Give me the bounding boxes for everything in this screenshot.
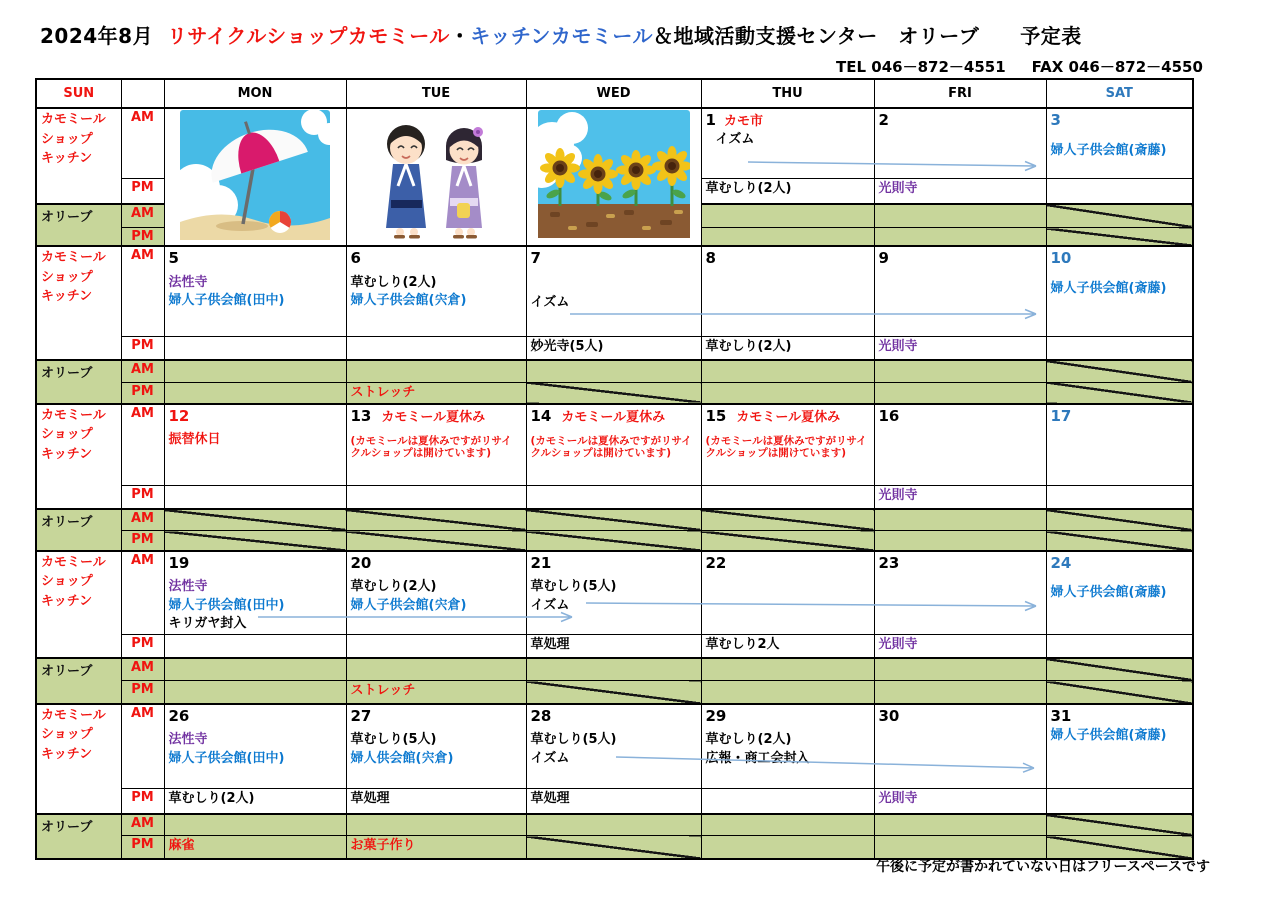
chamomile-label: カモミール ショップ キッチン xyxy=(36,704,121,814)
aug22-am-cell: 22 xyxy=(701,551,874,635)
aug27-pm-cell: 草処理 xyxy=(346,789,526,814)
am-label: AM xyxy=(121,551,164,635)
olive-aug24-am-cell xyxy=(1046,658,1193,681)
aug9-pm-cell: 光則寺 xyxy=(874,336,1046,360)
aug13-am-cell: 13 カモミール夏休み (カモミールは夏休みですがリサイクルショップは開けています) xyxy=(346,404,526,486)
olive-aug12-am-cell xyxy=(164,509,346,531)
aug19-am-cell: 19 法性寺 婦人子供会館(田中) キリガヤ封入 xyxy=(164,551,346,635)
aug23-pm-cell: 光則寺 xyxy=(874,635,1046,658)
sunflowers-icon xyxy=(538,110,690,238)
aug31-pm-cell xyxy=(1046,789,1193,814)
am-label: AM xyxy=(121,509,164,531)
olive-aug8-am-cell xyxy=(701,360,874,382)
week2-chamomile-pm-row xyxy=(36,336,1193,360)
olive-label: オリーブ xyxy=(36,814,121,859)
olive-aug21-am-cell xyxy=(526,658,701,681)
olive-aug13-am-cell xyxy=(346,509,526,531)
aug14-am-cell: 14 カモミール夏休み (カモミールは夏休みですがリサイクルショップは開けています) xyxy=(526,404,701,486)
week3-olive-am-row xyxy=(36,509,1193,531)
olive-aug5-pm-cell xyxy=(164,382,346,404)
aug9-am-cell: 9 xyxy=(874,246,1046,336)
aug23-am-cell: 23 xyxy=(874,551,1046,635)
week2-olive-am-row xyxy=(36,360,1193,382)
olive-aug27-pm-cell: お菓子作り xyxy=(346,836,526,859)
tel-number: TEL 046－872－4551 xyxy=(836,58,1006,76)
title-separator: ・ xyxy=(449,24,471,48)
am-label: AM xyxy=(121,404,164,486)
header-thu: THU xyxy=(701,79,874,108)
olive-aug3-am-cell xyxy=(1046,204,1193,228)
aug28-pm-cell: 草処理 xyxy=(526,789,701,814)
olive-label: オリーブ xyxy=(36,658,121,704)
olive-aug7-pm-cell xyxy=(526,382,701,404)
olive-aug16-pm-cell xyxy=(874,531,1046,551)
kamo-ichi-flag: カモ市 xyxy=(723,114,763,129)
olive-aug7-am-cell xyxy=(526,360,701,382)
pm-label: PM xyxy=(121,635,164,658)
olive-aug26-pm-cell: 麻雀 xyxy=(164,836,346,859)
aug15-pm-cell xyxy=(701,486,874,509)
aug12-am-cell: 12 振替休日 xyxy=(164,404,346,486)
aug13-pm-cell xyxy=(346,486,526,509)
olive-aug17-am-cell xyxy=(1046,509,1193,531)
aug28-am-cell: 28 草むしり(5人) イズム xyxy=(526,704,701,789)
schedule-table xyxy=(35,78,1194,860)
pm-label: PM xyxy=(121,789,164,814)
week5-olive-am-row xyxy=(36,814,1193,836)
week5-chamomile-am-row xyxy=(36,704,1193,789)
aug7-pm-cell: 妙光寺(5人) xyxy=(526,336,701,360)
olive-aug2-pm-cell xyxy=(874,228,1046,247)
aug30-am-cell: 30 xyxy=(874,704,1046,789)
weekday-header-row xyxy=(36,79,1193,108)
olive-aug14-am-cell xyxy=(526,509,701,531)
aug24-pm-cell xyxy=(1046,635,1193,658)
olive-aug20-pm-cell: ストレッチ xyxy=(346,681,526,704)
olive-aug13-pm-cell xyxy=(346,531,526,551)
olive-aug9-am-cell xyxy=(874,360,1046,382)
olive-aug23-am-cell xyxy=(874,658,1046,681)
aug20-pm-cell xyxy=(346,635,526,658)
week4-olive-am-row xyxy=(36,658,1193,681)
olive-aug6-pm-cell: ストレッチ xyxy=(346,382,526,404)
title-kitchen: キッチンカモミール xyxy=(470,24,653,48)
free-space-note: 午後に予定が書かれていない日はフリースペースです xyxy=(876,859,1211,875)
header-sun: SUN xyxy=(36,79,121,108)
aug15-am-cell: 15 カモミール夏休み (カモミールは夏休みですがリサイクルショップは開けています) xyxy=(701,404,874,486)
aug17-pm-cell xyxy=(1046,486,1193,509)
olive-aug10-pm-cell xyxy=(1046,382,1193,404)
olive-aug15-pm-cell xyxy=(701,531,874,551)
header-ampm-spacer xyxy=(121,79,164,108)
header-wed: WED xyxy=(526,79,701,108)
olive-aug20-am-cell xyxy=(346,658,526,681)
olive-aug21-pm-cell xyxy=(526,681,701,704)
aug30-pm-cell: 光則寺 xyxy=(874,789,1046,814)
am-label: AM xyxy=(121,658,164,681)
pm-label: PM xyxy=(121,486,164,509)
olive-aug6-am-cell xyxy=(346,360,526,382)
am-label: AM xyxy=(121,360,164,382)
olive-aug22-pm-cell xyxy=(701,681,874,704)
olive-aug29-am-cell xyxy=(701,814,874,836)
aug26-am-cell: 26 法性寺 婦人子供会館(田中) xyxy=(164,704,346,789)
aug20-am-cell: 20 草むしり(2人) 婦人子供会館(宍倉) xyxy=(346,551,526,635)
week3-chamomile-pm-row xyxy=(36,486,1193,509)
aug29-am-cell: 29 草むしり(2人) 広報・商工会封入 xyxy=(701,704,874,789)
title-recycle-shop: リサイクルショップカモミール xyxy=(167,24,450,48)
olive-aug16-am-cell xyxy=(874,509,1046,531)
aug6-am-cell: 6 草むしり(2人) 婦人子供会館(宍倉) xyxy=(346,246,526,336)
pm-label: PM xyxy=(121,836,164,859)
olive-label: オリーブ xyxy=(36,204,121,246)
am-label: AM xyxy=(121,704,164,789)
olive-aug14-pm-cell xyxy=(526,531,701,551)
olive-aug3-pm-cell xyxy=(1046,228,1193,247)
olive-aug24-pm-cell xyxy=(1046,681,1193,704)
aug1-pm-cell: 草むしり(2人) xyxy=(701,178,874,204)
aug2-am-cell: 2 xyxy=(874,108,1046,178)
olive-aug2-am-cell xyxy=(874,204,1046,228)
chamomile-label: カモミール ショップ キッチン xyxy=(36,551,121,658)
header-sat: SAT xyxy=(1046,79,1193,108)
yukata-children-icon xyxy=(362,110,510,240)
olive-aug10-am-cell xyxy=(1046,360,1193,382)
olive-label: オリーブ xyxy=(36,360,121,404)
aug1-am-cell: 1 カモ市 イズム xyxy=(701,108,874,178)
olive-aug23-pm-cell xyxy=(874,681,1046,704)
aug10-pm-cell xyxy=(1046,336,1193,360)
pm-label: PM xyxy=(121,531,164,551)
olive-aug19-am-cell xyxy=(164,658,346,681)
olive-aug12-pm-cell xyxy=(164,531,346,551)
pm-label: PM xyxy=(121,228,164,247)
aug17-am-cell: 17 xyxy=(1046,404,1193,486)
aug22-pm-cell: 草むしり2人 xyxy=(701,635,874,658)
contact-line xyxy=(810,56,1203,77)
olive-aug19-pm-cell xyxy=(164,681,346,704)
aug26-pm-cell: 草むしり(2人) xyxy=(164,789,346,814)
aug6-pm-cell xyxy=(346,336,526,360)
week4-olive-pm-row xyxy=(36,681,1193,704)
pm-label: PM xyxy=(121,178,164,204)
aug14-pm-cell xyxy=(526,486,701,509)
aug8-pm-cell: 草むしり(2人) xyxy=(701,336,874,360)
beach-parasol-icon xyxy=(180,110,330,240)
aug12-pm-cell xyxy=(164,486,346,509)
page-title xyxy=(40,20,1082,49)
aug3-pm-cell xyxy=(1046,178,1193,204)
olive-aug17-pm-cell xyxy=(1046,531,1193,551)
olive-aug8-pm-cell xyxy=(701,382,874,404)
aug5-pm-cell xyxy=(164,336,346,360)
header-tue: TUE xyxy=(346,79,526,108)
aug27-am-cell: 27 草むしり(5人) 婦人供会館(宍倉) xyxy=(346,704,526,789)
am-label: AM xyxy=(121,814,164,836)
aug16-pm-cell: 光則寺 xyxy=(874,486,1046,509)
olive-aug30-am-cell xyxy=(874,814,1046,836)
aug5-am-cell: 5 法性寺 婦人子供会館(田中) xyxy=(164,246,346,336)
olive-aug15-am-cell xyxy=(701,509,874,531)
aug29-pm-cell xyxy=(701,789,874,814)
chamomile-label: カモミール ショップ キッチン xyxy=(36,108,121,204)
aug3-am-cell: 3 婦人子供会館(斎藤) xyxy=(1046,108,1193,178)
olive-aug29-pm-cell xyxy=(701,836,874,859)
aug21-am-cell: 21 草むしり(5人) イズム xyxy=(526,551,701,635)
aug31-am-cell: 31 婦人子供会館(斎藤) xyxy=(1046,704,1193,789)
olive-aug1-am-cell xyxy=(701,204,874,228)
pm-label: PM xyxy=(121,336,164,360)
week1-chamomile-am-row xyxy=(36,108,1193,178)
chamomile-label: カモミール ショップ キッチン xyxy=(36,404,121,509)
aug24-am-cell: 24 婦人子供会館(斎藤) xyxy=(1046,551,1193,635)
week2-olive-pm-row xyxy=(36,382,1193,404)
olive-aug26-am-cell xyxy=(164,814,346,836)
beach-illustration xyxy=(164,108,346,246)
sunflowers-illustration xyxy=(526,108,701,246)
am-label: AM xyxy=(121,246,164,336)
week3-chamomile-am-row xyxy=(36,404,1193,486)
week2-chamomile-am-row xyxy=(36,246,1193,336)
olive-label: オリーブ xyxy=(36,509,121,551)
pm-label: PM xyxy=(121,681,164,704)
title-month: 2024年8月 xyxy=(40,24,154,48)
olive-aug5-am-cell xyxy=(164,360,346,382)
am-label: AM xyxy=(121,204,164,228)
aug2-pm-cell: 光則寺 xyxy=(874,178,1046,204)
header-fri: FRI xyxy=(874,79,1046,108)
chamomile-label: カモミール ショップ キッチン xyxy=(36,246,121,360)
week5-chamomile-pm-row xyxy=(36,789,1193,814)
aug19-pm-cell xyxy=(164,635,346,658)
header-mon: MON xyxy=(164,79,346,108)
olive-aug22-am-cell xyxy=(701,658,874,681)
olive-aug31-am-cell xyxy=(1046,814,1193,836)
week3-olive-pm-row xyxy=(36,531,1193,551)
aug21-pm-cell: 草処理 xyxy=(526,635,701,658)
olive-aug1-pm-cell xyxy=(701,228,874,247)
title-rest: ＆地域活動支援センター オリーブ 予定表 xyxy=(653,24,1082,48)
aug10-am-cell: 10 婦人子供会館(斎藤) xyxy=(1046,246,1193,336)
olive-aug28-pm-cell xyxy=(526,836,701,859)
olive-aug9-pm-cell xyxy=(874,382,1046,404)
week4-chamomile-pm-row xyxy=(36,635,1193,658)
week4-chamomile-am-row xyxy=(36,551,1193,635)
aug16-am-cell: 16 xyxy=(874,404,1046,486)
olive-aug28-am-cell xyxy=(526,814,701,836)
aug7-am-cell: 7 イズム xyxy=(526,246,701,336)
aug8-am-cell: 8 xyxy=(701,246,874,336)
pm-label: PM xyxy=(121,382,164,404)
yukata-children-illustration xyxy=(346,108,526,246)
olive-aug27-am-cell xyxy=(346,814,526,836)
am-label: AM xyxy=(121,108,164,178)
fax-number: FAX 046－872－4550 xyxy=(1031,58,1203,76)
